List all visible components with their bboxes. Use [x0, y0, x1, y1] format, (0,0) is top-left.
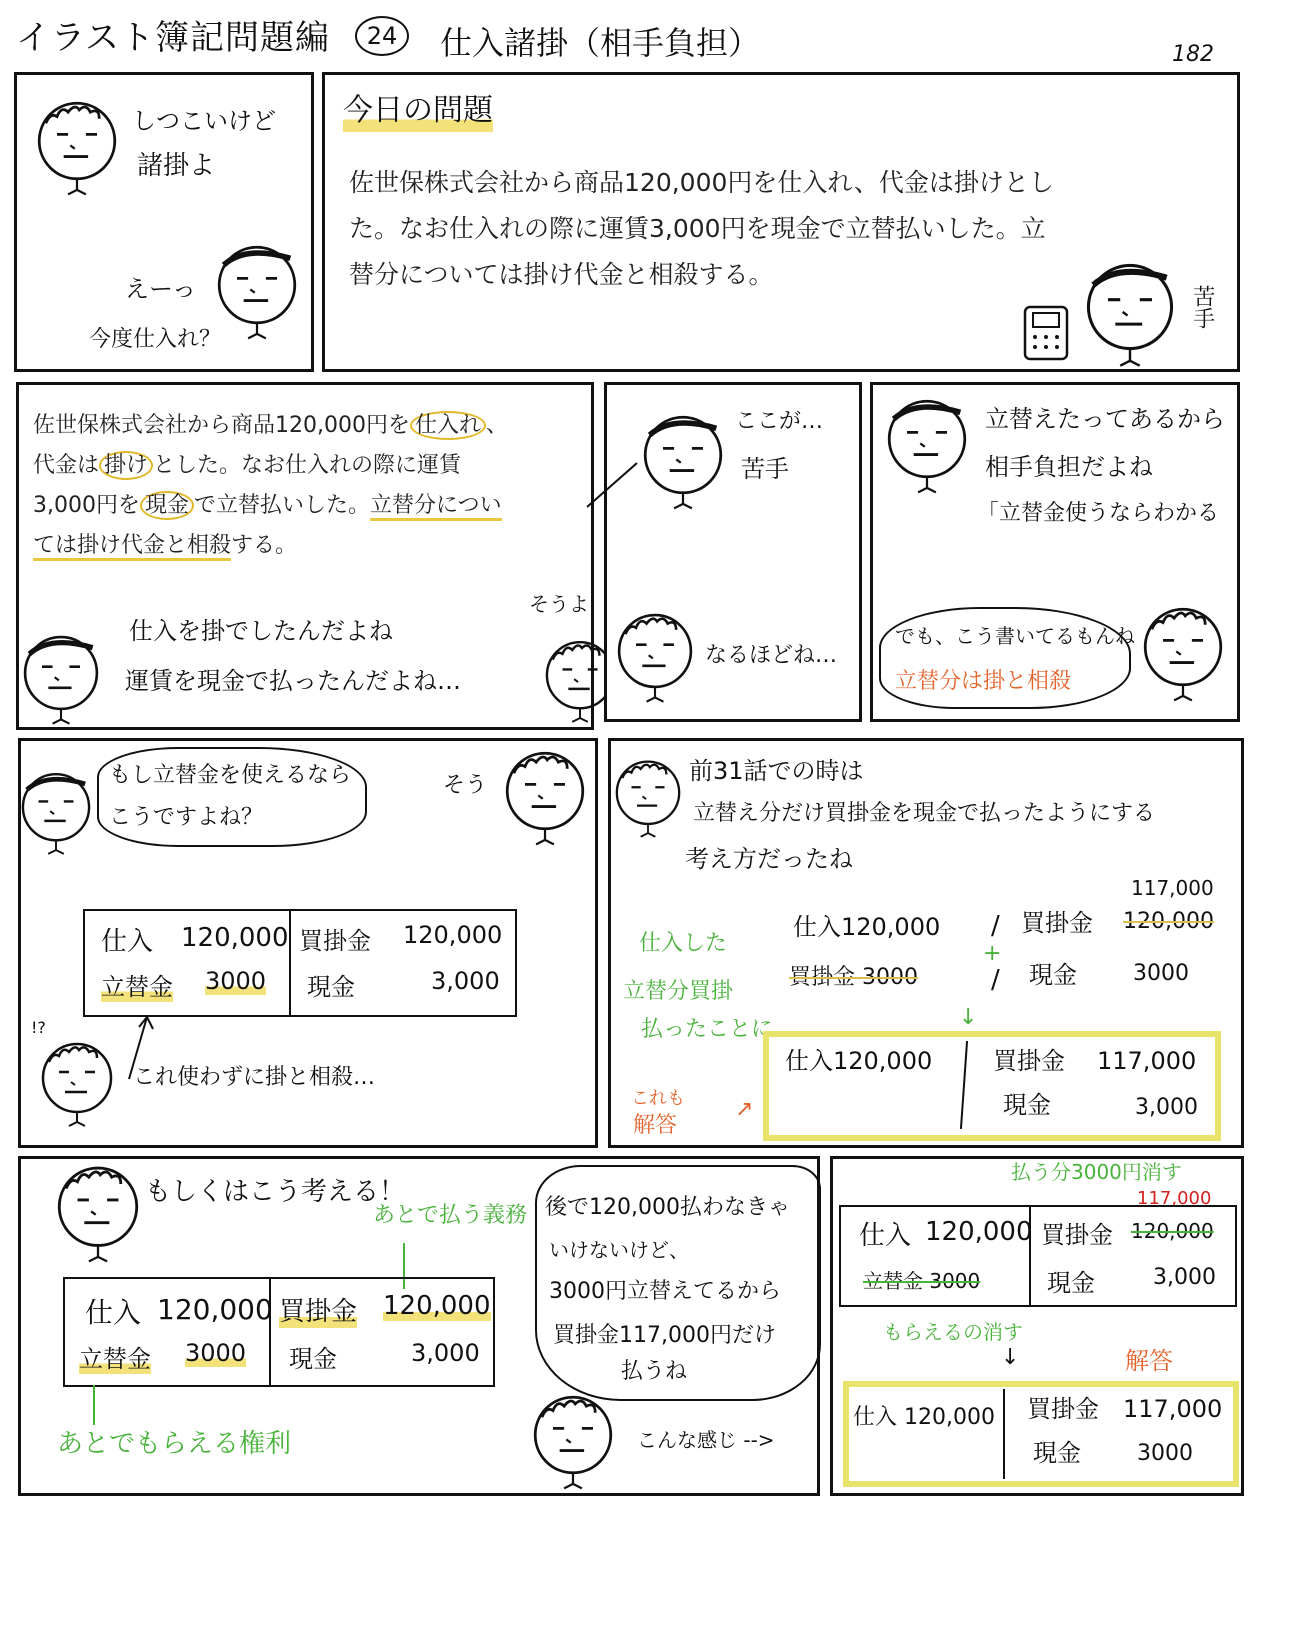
speech-line: 立替えたってあるから: [985, 405, 1225, 433]
character-face-icon: [533, 1395, 613, 1495]
journal-entry-table: [839, 1205, 1237, 1307]
journal-row-credit: 買掛金: [1021, 909, 1093, 937]
down-arrow-icon: ↓: [1001, 1345, 1020, 1370]
reply-text: そうよ: [529, 592, 589, 616]
pointer-text: こんな感じ -->: [637, 1428, 775, 1452]
credit-account: 買掛金: [299, 927, 371, 955]
debit-account: 仕入: [85, 1296, 142, 1329]
speech-line: 「立替金使うならわかる: [977, 501, 1220, 526]
answer-credit-amount: 3,000: [1135, 1095, 1198, 1120]
side-note: 解答: [633, 1113, 678, 1138]
speech-line: もし立替金を使えるなら: [109, 763, 352, 788]
credit-account: 買掛金: [279, 1291, 357, 1328]
panel-6: [18, 738, 598, 1148]
panel-1: [14, 72, 314, 372]
character-face-icon: [1143, 607, 1223, 707]
character-face-icon: [1085, 263, 1175, 373]
struck-amount: 120,000: [1123, 909, 1214, 934]
answer-credit-amount: 117,000: [1123, 1395, 1223, 1423]
answer-credit-amount: 3000: [1137, 1441, 1193, 1466]
speech-line: 相手負担だよね: [985, 453, 1153, 481]
debit-amount: 3000: [185, 1339, 247, 1367]
debit-account: 立替金: [101, 967, 173, 1002]
answer-credit-amount: 117,000: [1097, 1047, 1197, 1075]
episode-number-badge: [355, 16, 409, 56]
side-note: あとでもらえる権利: [57, 1429, 292, 1459]
pointer-line: [577, 455, 647, 515]
side-note: 払ったことに: [641, 1017, 774, 1042]
problem-text-line: 佐世保株式会社から商品120,000円を 仕入れ 、: [33, 413, 509, 438]
speech-line: こうですよね？: [109, 805, 264, 830]
header-topic: 仕入諸掛（相手負担）: [440, 24, 761, 62]
panel-2: [322, 72, 1240, 372]
header-title: イラスト簿記問題編: [16, 18, 330, 58]
answer-label: 解答: [1125, 1347, 1173, 1375]
answer-credit-account: 現金: [1033, 1439, 1081, 1467]
annotation-line: [93, 1385, 95, 1425]
speech-line: 苦手: [741, 455, 789, 483]
speech-line: 買掛金117,000円だけ: [553, 1323, 776, 1348]
problem-text-line: た。なお仕入れの際に運賃3,000円を現金で立替払いした。立: [349, 214, 1046, 243]
panel-5: [870, 382, 1240, 722]
corrected-amount: 117,000: [1131, 876, 1214, 900]
problem-heading: 今日の問題: [343, 91, 493, 132]
debit-amount: 3000: [205, 967, 267, 995]
credit-account: 買掛金: [1041, 1221, 1113, 1249]
journal-entry-table: [63, 1277, 495, 1387]
panel-title: もしくはこう考える！: [145, 1177, 406, 1207]
answer-credit-account: 現金: [1003, 1091, 1051, 1119]
character-face-icon: [21, 771, 91, 861]
down-arrow-icon: ↓: [959, 1005, 978, 1030]
side-note: これも: [631, 1088, 685, 1109]
speech-line-highlight: 立替分は掛と相殺: [895, 669, 1072, 694]
speech-line: 払うね: [621, 1359, 688, 1384]
panel-9: [830, 1156, 1244, 1496]
corrected-amount: 117,000: [1137, 1188, 1212, 1209]
problem-text-line: 3,000円を 現金 で立替払いした。立替分につい: [33, 487, 502, 526]
answer-debit: 仕入 120,000: [853, 1405, 995, 1430]
plus-sign: +: [983, 941, 1002, 966]
debit-account: 立替金: [79, 1339, 151, 1374]
debit-amount: 120,000: [181, 923, 289, 953]
reply-text: なるほどね…: [705, 643, 838, 668]
mid-note: もらえるの消す: [883, 1320, 1023, 1344]
answer-box: [763, 1031, 1221, 1141]
problem-text-line: 代金は 掛け とした。なお仕入れの際に運賃: [33, 453, 462, 478]
problem-text-line: 替分については掛け代金と相殺する。: [349, 260, 774, 289]
speech-line: 諸掛よ: [137, 151, 216, 181]
panel-8: [18, 1156, 820, 1496]
answer-box: [843, 1381, 1239, 1487]
journal-entry-table: [83, 909, 517, 1017]
speech-line: 後で120,000払わなきゃ: [545, 1195, 790, 1220]
credit-account: 現金: [307, 973, 355, 1001]
narration-line: 前31話での時は: [689, 757, 864, 785]
character-face-icon: [37, 101, 117, 201]
character-face-icon: [615, 759, 681, 843]
debit-amount: 120,000: [157, 1293, 273, 1326]
speech-line: しつこいけど: [132, 107, 276, 135]
speech-line: いけないけど、: [549, 1238, 689, 1262]
character-face-icon: [23, 635, 99, 730]
narration-line: 立替え分だけ買掛金を現金で払ったようにする: [693, 801, 1156, 826]
calculator-icon: [1023, 305, 1069, 361]
speech-line: 3000円立替えてるから: [549, 1279, 781, 1304]
journal-row-debit: 仕入120,000: [793, 913, 941, 941]
problem-text-line: 佐世保株式会社から商品120,000円を仕入れ、代金は掛けとし: [349, 168, 1054, 197]
speech-line: でも、こう書いてるもんね: [895, 624, 1135, 648]
debit-account: 仕入: [859, 1221, 912, 1251]
page-number: 182: [1172, 42, 1214, 67]
character-face-icon: [217, 245, 297, 345]
journal-row-credit-amount: 3000: [1133, 961, 1189, 986]
answer-debit: 仕入120,000: [785, 1047, 933, 1075]
credit-amount: 3,000: [431, 967, 500, 995]
surprise-marks: !?: [31, 1018, 46, 1037]
struck-row: 立替金 3000: [863, 1269, 981, 1293]
side-label: 苦手: [1189, 285, 1215, 329]
narration-line: 考え方だったね: [685, 845, 853, 873]
speech-line: ここが…: [735, 409, 824, 434]
credit-amount: 3,000: [1153, 1265, 1216, 1290]
struck-row: 買掛金 3000: [789, 965, 918, 990]
journal-row-credit: 現金: [1029, 961, 1077, 989]
character-face-icon: [887, 399, 967, 499]
struck-amount: 120,000: [1131, 1219, 1214, 1243]
credit-account: 現金: [289, 1345, 337, 1373]
character-face-icon: [57, 1165, 139, 1269]
top-note: 払う分3000円消す: [1011, 1160, 1182, 1184]
arrow-icon: ↗: [735, 1097, 754, 1122]
character-face-icon: [505, 751, 585, 851]
credit-amount: 120,000: [403, 921, 503, 949]
comment-text: これ使わずに掛と相殺…: [133, 1065, 376, 1090]
panel-7: [608, 738, 1244, 1148]
speech-line: えーっ: [125, 275, 197, 303]
panel-3: [16, 382, 594, 730]
side-note: 仕入した: [639, 931, 728, 956]
debit-amount: 120,000: [925, 1217, 1033, 1247]
answer-credit-account: 買掛金: [993, 1047, 1065, 1075]
journal-slash: /: [991, 965, 1000, 995]
speech-line: 運賃を現金で払ったんだよね…: [125, 667, 461, 695]
reply-text: そう: [443, 773, 488, 798]
character-face-icon: [617, 613, 693, 708]
side-note: 立替分買掛: [623, 979, 734, 1004]
credit-account: 現金: [1047, 1269, 1095, 1297]
problem-text-line: ては掛け代金と相殺する。: [33, 527, 297, 566]
side-note: あとで払う義務: [373, 1203, 528, 1228]
episode-number: 24: [366, 22, 398, 50]
panel-4: [604, 382, 862, 722]
credit-amount: 120,000: [383, 1291, 491, 1321]
credit-amount: 3,000: [411, 1339, 480, 1367]
answer-credit-account: 買掛金: [1027, 1395, 1099, 1423]
character-face-icon: [41, 1041, 113, 1133]
journal-slash: /: [991, 911, 1000, 941]
character-face-icon: [643, 415, 723, 515]
debit-account: 仕入: [101, 927, 154, 957]
speech-line: 仕入を掛でしたんだよね: [129, 617, 393, 645]
speech-line: 今度仕入れ？: [89, 327, 222, 352]
